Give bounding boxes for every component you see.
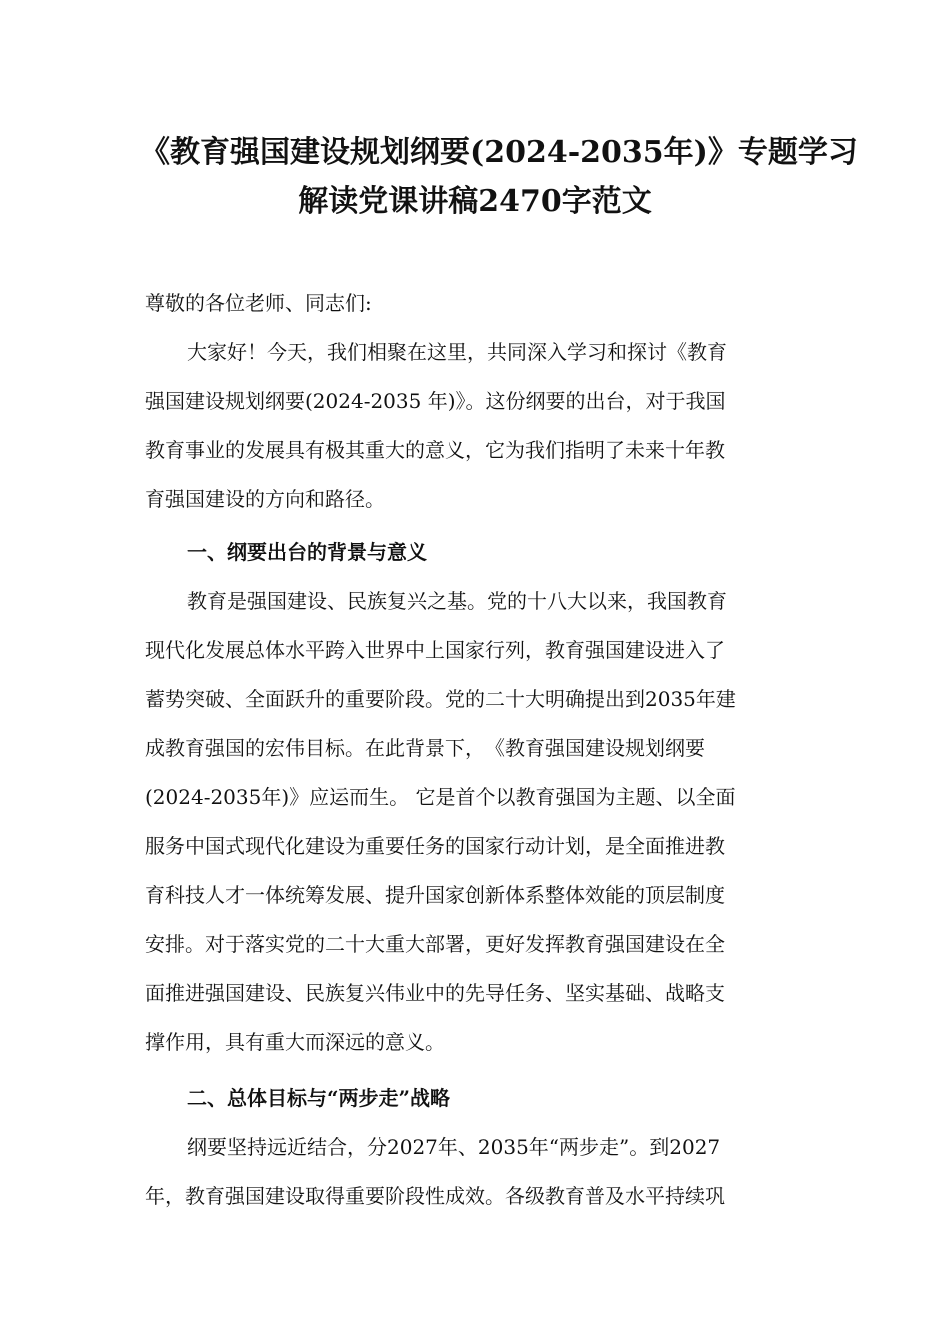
paragraph-line: 现代化发展总体水平跨入世界中上国家行列，教育强国建设进入了	[145, 638, 725, 662]
document-title	[140, 128, 858, 226]
title-line-1: 《教育强国建设规划纲要(2024-2035年)》专题学习	[140, 135, 858, 170]
paragraph-intro	[145, 328, 805, 524]
paragraph-line: 教育是强国建设、民族复兴之基。党的十八大以来，我国教育	[187, 589, 727, 613]
paragraph-line: 服务中国式现代化建设为重要任务的国家行动计划，是全面推进教	[145, 834, 725, 858]
paragraph-goals	[145, 1123, 805, 1221]
paragraph-line: 蓄势突破、全面跃升的重要阶段。党的二十大明确提出到2035年建	[145, 687, 736, 711]
section-heading-2	[145, 1074, 805, 1123]
paragraph-line: 强国建设规划纲要(2024-2035 年)》。这份纲要的出台，对于我国	[145, 389, 726, 413]
title-line-2: 解读党课讲稿2470字范文	[298, 184, 652, 219]
paragraph-line: 撑作用，具有重大而深远的意义。	[145, 1030, 445, 1054]
paragraph-line: 年，教育强国建设取得重要阶段性成效。各级教育普及水平持续巩	[145, 1184, 725, 1208]
paragraph-line: 成教育强国的宏伟目标。在此背景下， 《教育强国建设规划纲要	[145, 736, 705, 760]
paragraph-line: 育强国建设的方向和路径。	[145, 487, 385, 511]
section-heading-1	[145, 528, 805, 577]
paragraph-line: (2024-2035年)》应运而生。 它是首个以教育强国为主题、以全面	[145, 785, 736, 809]
greeting: 尊敬的各位老师、同志们:	[145, 291, 372, 315]
paragraph-line: 育科技人才一体统筹发展、提升国家创新体系整体效能的顶层制度	[145, 883, 725, 907]
paragraph-line: 面推进强国建设、民族复兴伟业中的先导任务、坚实基础、战略支	[145, 981, 725, 1005]
paragraph-line: 教育事业的发展具有极其重大的意义，它为我们指明了未来十年教	[145, 438, 725, 462]
paragraph-line: 安排。对于落实党的二十大重大部署，更好发挥教育强国建设在全	[145, 932, 725, 956]
heading-text: 二、总体目标与“两步走”战略	[187, 1086, 451, 1110]
paragraph-line: 大家好！今天，我们相聚在这里，共同深入学习和探讨《教育	[187, 340, 727, 364]
heading-text: 一、纲要出台的背景与意义	[187, 540, 427, 564]
paragraph-line: 纲要坚持远近结合，分2027年、2035年“两步走”。到2027	[187, 1135, 721, 1159]
paragraph-background	[145, 577, 805, 1067]
